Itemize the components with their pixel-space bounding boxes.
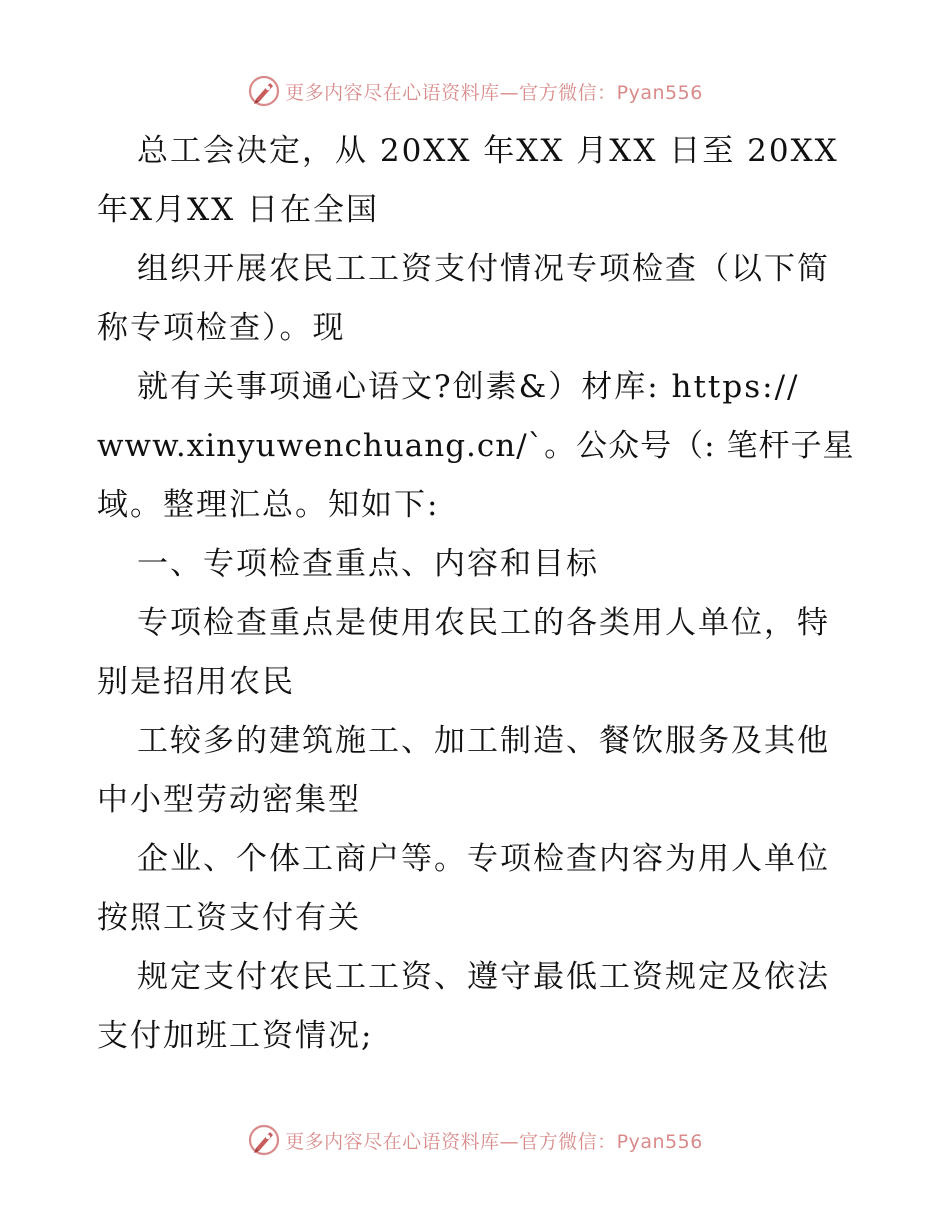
text-line: 规定支付农民工工资、遵守最低工资规定及依法 xyxy=(137,959,830,995)
pen-logo-icon xyxy=(247,74,281,108)
text-line: 企业、个体工商户等。专项检查内容为用人单位 xyxy=(137,841,830,877)
section-heading: 一、专项检查重点、内容和目标 xyxy=(137,546,599,582)
text-line: 称专项检查）。现 xyxy=(97,310,346,346)
text-line: 年X月XX 日在全国 xyxy=(97,192,380,228)
text-line: 按照工资支付有关 xyxy=(97,900,361,936)
text-line: 工较多的建筑施工、加工制造、餐饮服务及其他 xyxy=(137,723,830,759)
text-line: 别是招用农民 xyxy=(97,664,295,700)
text-line: 中小型劳动密集型 xyxy=(97,782,361,818)
text-line: www.xinyuwenchuang.cn/`。公众号（: 笔杆子星 xyxy=(97,428,855,464)
text-line: 支付加班工资情况; xyxy=(97,1018,374,1054)
text-line: 总工会决定，从 20XX 年XX 月XX 日至 20XX xyxy=(137,133,839,169)
header-watermark xyxy=(0,71,950,111)
text-line: 域。整理汇总。知如下: xyxy=(97,487,440,523)
document-body xyxy=(97,122,857,1066)
pen-logo-icon xyxy=(247,1123,281,1157)
text-line: 组织开展农民工工资支付情况专项检查（以下简 xyxy=(137,251,830,287)
footer-watermark xyxy=(0,1120,950,1160)
watermark-text: 更多内容尽在心语资料库—官方微信：Pyan556 xyxy=(285,1130,703,1153)
watermark-text: 更多内容尽在心语资料库—官方微信：Pyan556 xyxy=(285,81,703,104)
text-line: 专项检查重点是使用农民工的各类用人单位，特 xyxy=(137,605,830,641)
text-line: 就有关事项通心语文?创素&）材库: https:// xyxy=(137,369,800,405)
